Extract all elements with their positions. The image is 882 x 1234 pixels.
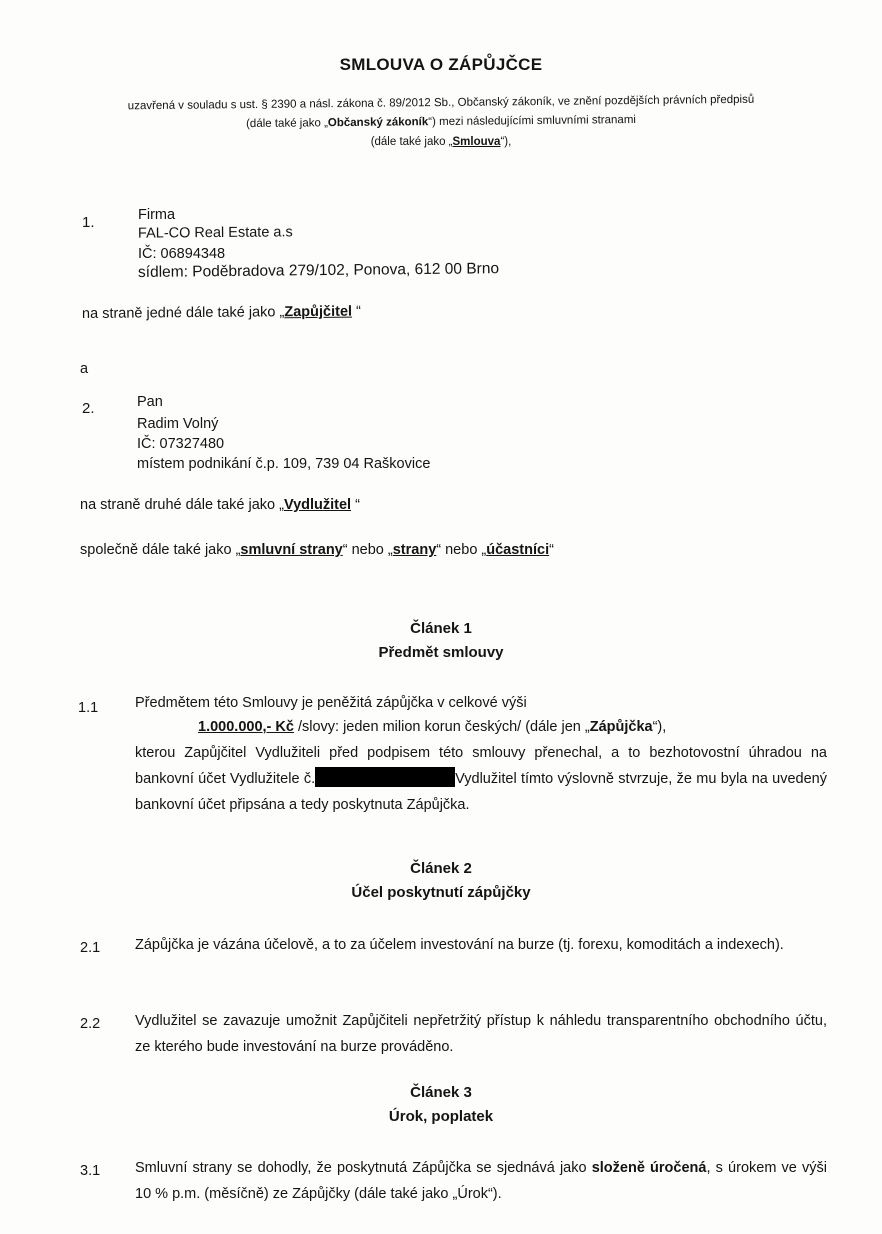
intro-text: (dále také jako „ [246,117,328,131]
article-2-heading: Článek 2 [410,860,472,877]
together-term-2: strany [392,542,437,558]
paragraph-3-1-body [135,1155,827,1207]
together-text: společně dále také jako „ [80,542,241,558]
paragraph-1-1-line-1: Předmětem této Smlouvy je peněžitá zápůjčka v celkové výši [135,695,527,711]
loan-amount: 1.000.000,- Kč [198,719,294,735]
party-1-role-text: na straně jedné dále také jako „ [81,304,285,322]
party-1-number: 1. [82,214,95,231]
together-term-1: smluvní strany [240,542,343,558]
party-2-ic: IČ: 07327480 [137,436,225,452]
interest-type: složeně úročená [591,1160,707,1176]
article-3-heading: Článek 3 [410,1084,472,1101]
intro-line-3 [0,135,882,150]
party-1-ic: IČ: 06894348 [138,246,226,262]
paragraph-text: Vydlužitel tímto výslovně stvrzuje, že mu byla na uvedený bankovní účet připsána a tedy poskytnuta Zápůjčka. [135,771,827,813]
article-3-subheading: Úrok, poplatek [388,1108,494,1125]
intro-defined-term: Smlouva [452,136,501,148]
party-2-seat: místem podnikání č.p. 109, 739 04 Raškovice [137,456,431,472]
article-1-heading: Článek 1 [410,620,472,637]
paragraph-text: Smluvní strany se dohodly, že poskytnutá Zápůjčka se sjednává jako [135,1160,592,1176]
party-2-name: Radim Volný [137,416,219,432]
party-2-number: 2. [82,400,95,417]
party-2-type: Pan [137,394,163,410]
intro-text: “) mezi následujícími smluvními stranami [428,113,636,129]
article-1-subheading: Předmět smlouvy [378,644,504,661]
paragraph-2-1-number: 2.1 [80,940,101,956]
document-title: SMLOUVA O ZÁPŮJČCE [339,55,543,74]
party-2-role-text: “ [351,497,360,513]
party-1-role-text: “ [351,303,361,320]
together-term-3: účastníci [486,542,550,558]
party-1-type: Firma [138,207,176,223]
together-text: “ [549,542,554,558]
paragraph-3-1-number: 3.1 [80,1163,101,1179]
and-conjunction: a [80,361,89,377]
parties-together [80,542,554,558]
intro-line-1: uzavřená v souladu s ust. § 2390 a násl. zákona č. 89/2012 Sb., Občanský zákoník, ve znění pozdějších právních předpisů [127,93,755,113]
redacted-account-number [315,767,455,787]
together-text: “ nebo „ [342,542,393,558]
paragraph-text: “), [652,719,667,735]
paragraph-2-2-number: 2.2 [80,1016,101,1032]
paragraph-2-1-body: Zápůjčka je vázána účelově, a to za účelem investování na burze (tj. forexu, komoditách a indexech). [135,937,784,953]
intro-text: (dále také jako „ [370,136,453,148]
party-2-role-term: Vydlužitel [283,497,352,513]
paragraph-2-2-body: Vydlužitel se zavazuje umožnit Zapůjčiteli nepřetržitý přístup k náhledu transparentního obchodního účtu, ze kterého bude investování na burze prováděno. [135,1013,827,1055]
intro-defined-term: Občanský zákoník [327,116,429,130]
paragraph-text: , s úrokem ve výši 10 % p.m. (měsíčně) ze Zápůjčky (dále také jako „Úrok“). [135,1160,828,1202]
party-1-role-term: Zapůjčitel [284,303,353,321]
intro-text: “), [500,136,512,148]
together-text: “ nebo „ [436,542,487,558]
paragraph-text: /slovy: jeden milion korun českých/ (dále jen „ [293,719,590,735]
party-2-role [80,497,360,513]
paragraph-text: kterou Zapůjčitel Vydlužiteli před podpisem této smlouvy přenechal, a to bezhotovostní úhradou na bankovní účet Vydlužitele č. [135,745,827,787]
paragraph-1-1-line-2 [198,719,666,735]
party-1-role [82,304,361,322]
loan-defined-term: Zápůjčka [589,719,653,735]
party-2-role-text: na straně druhé dále také jako „ [80,497,284,513]
paragraph-1-1-body [135,740,827,818]
party-1-name: FAL-CO Real Estate a.s [137,224,293,242]
article-2-subheading: Účel poskytnutí zápůjčky [351,884,531,901]
party-1-seat: sídlem: Poděbradova 279/102, Ponova, 612 00 Brno [137,260,500,281]
paragraph-1-1-number: 1.1 [78,700,99,716]
